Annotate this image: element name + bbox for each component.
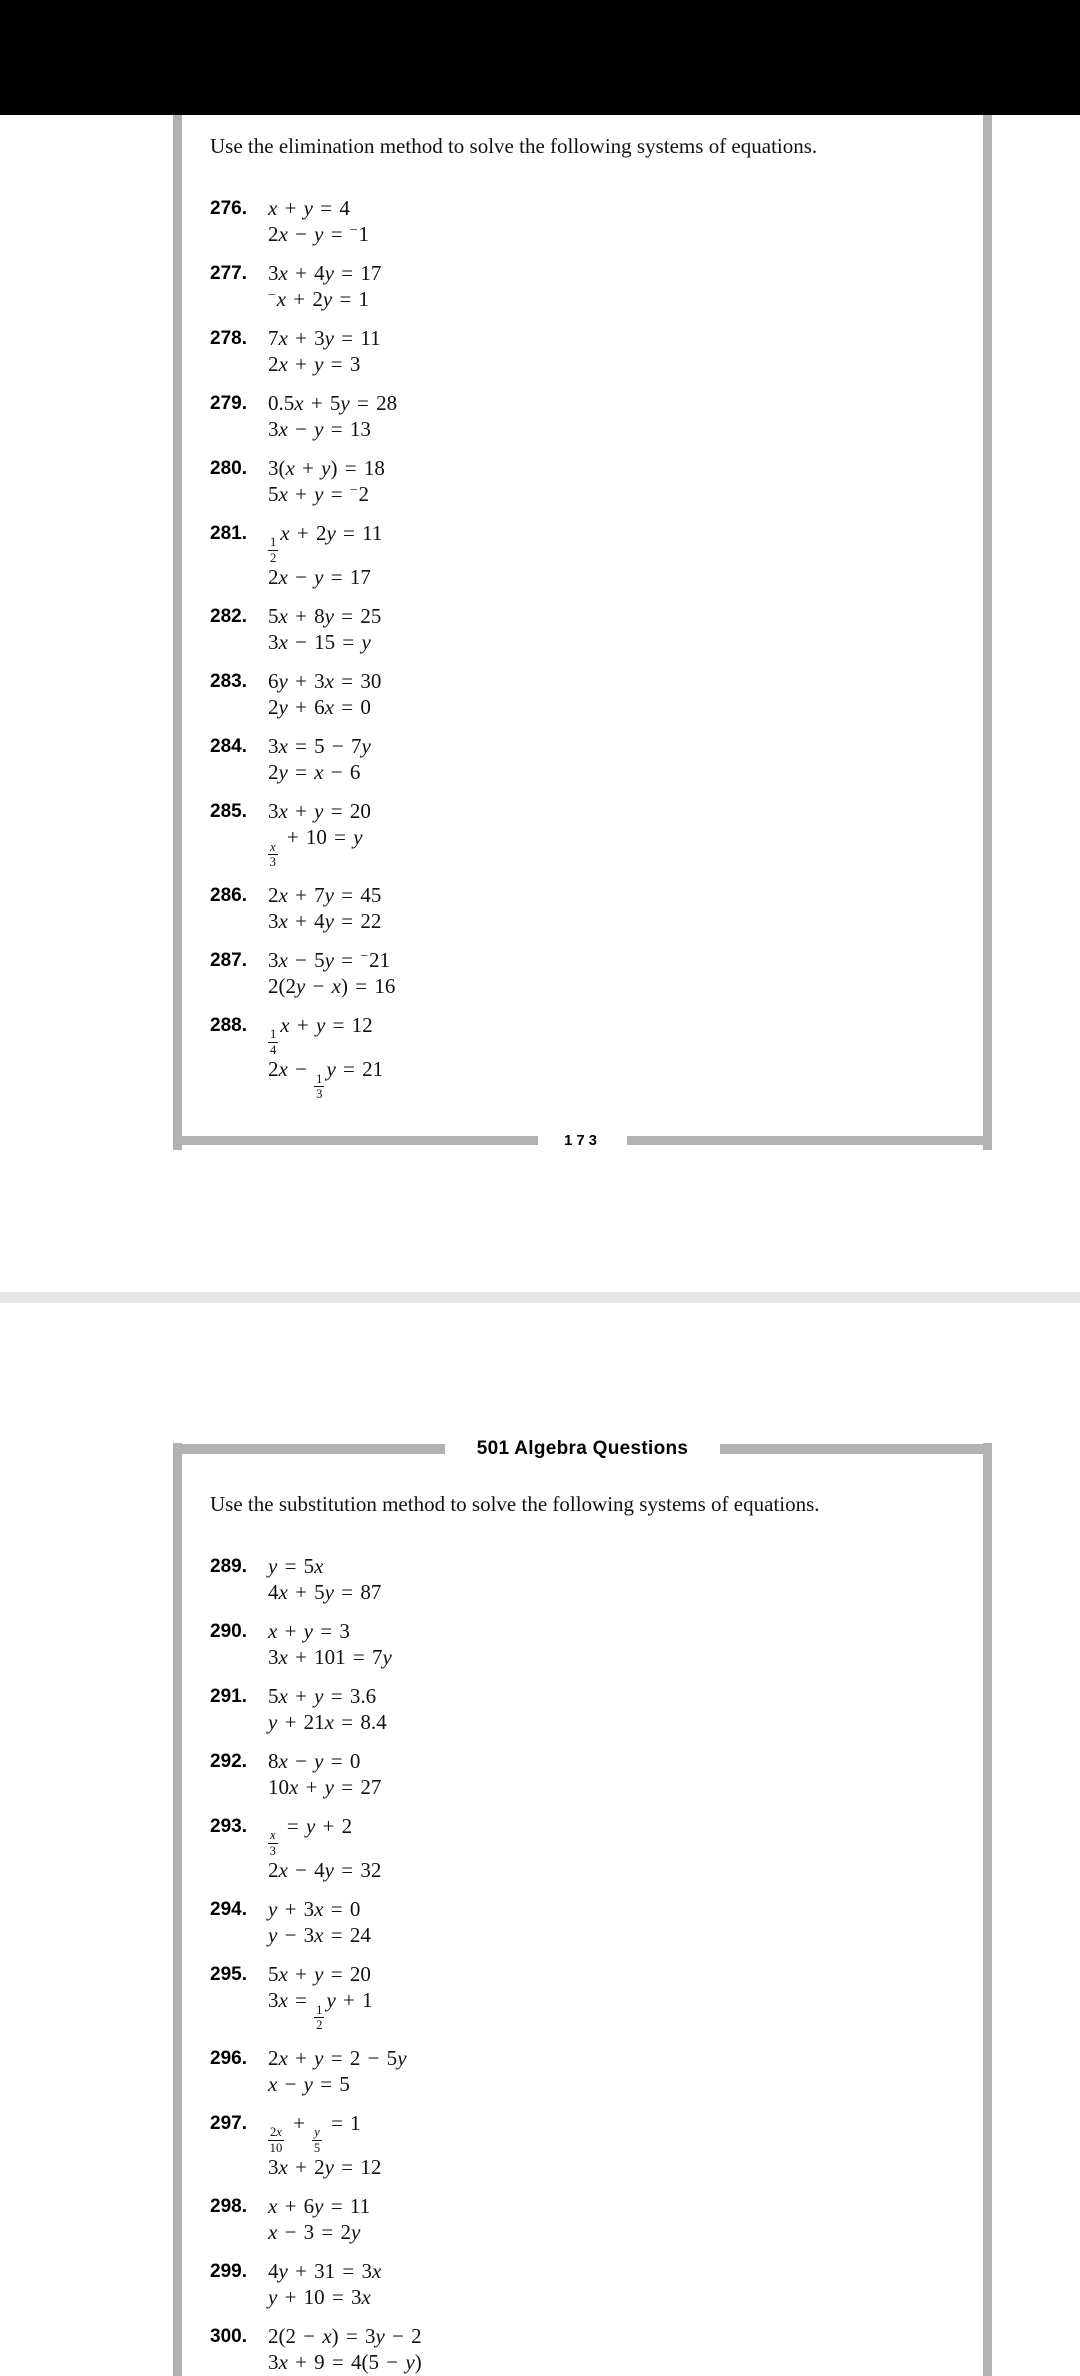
fraction: $\frac{x}{3}$	[269, 839, 276, 870]
problem-row	[210, 325, 957, 377]
equation-line: $\frac{x}{3}$ + 10 = y	[269, 825, 363, 870]
equation-line: 2x − y = −1	[268, 222, 370, 246]
equation-group	[268, 882, 381, 934]
equation-line: 3x + 4y = 17	[268, 261, 382, 285]
footer-bar-left	[173, 1136, 538, 1145]
problem-row	[210, 1618, 957, 1670]
equation-line: 3x = $\frac{1}{2}$ y + 1	[268, 1988, 373, 2033]
problem-row	[210, 390, 957, 442]
page-174-header	[173, 1438, 992, 1460]
equation-line: 7x + 3y = 11	[268, 326, 381, 350]
problem-number: 277.	[210, 263, 247, 284]
equation-group	[268, 1961, 373, 2031]
problem-row	[210, 2323, 957, 2375]
problem-number: 286.	[210, 884, 247, 906]
problem-number: 291.	[210, 1686, 247, 1707]
problem-number: 290.	[210, 1621, 247, 1642]
equation-line: 10x + y = 27	[268, 1775, 382, 1799]
problem-number: 276.	[210, 198, 247, 219]
equation-group	[268, 947, 395, 999]
equation-line: x + y = 4	[268, 196, 350, 220]
fraction: $\frac{1}{3}$	[316, 1071, 323, 1102]
problem-number: 298.	[210, 2196, 247, 2218]
book-title: 501 Algebra Questions	[476, 1438, 689, 1459]
equation-group	[268, 455, 385, 507]
problem-number: 283.	[210, 671, 247, 693]
equation-line: 4x + 5y = 87	[268, 1580, 382, 1604]
equation-line: 3x − y = 13	[268, 417, 371, 441]
equation-line: 2(2y − x) = 16	[268, 973, 396, 998]
problem-row	[210, 455, 957, 507]
problem-number: 289.	[210, 1556, 247, 1577]
equation-line: 2(2 − x) = 3y − 2	[268, 2324, 422, 2349]
equation-group	[268, 2258, 381, 2310]
problem-number: 297.	[210, 2112, 247, 2134]
equation-line: 3x − 5y = −21	[268, 947, 391, 972]
problem-row	[210, 1813, 957, 1883]
equation-line: 3x + y = 20	[268, 799, 371, 824]
equation-line: 2x − $\frac{1}{3}$ y = 21	[268, 1057, 384, 1102]
equation-line: $\frac{1}{2}$ x + 2y = 11	[270, 521, 383, 565]
problem-row	[210, 1748, 957, 1800]
problem-number: 281.	[210, 523, 247, 544]
problem-row	[210, 2258, 957, 2310]
equation-group	[268, 798, 371, 868]
problem-row	[210, 668, 957, 720]
problem-row	[210, 2110, 957, 2180]
page-173	[173, 115, 992, 1150]
equation-line: 5x + y = −2	[268, 482, 370, 506]
equation-line: 2x + y = 2 − 5y	[268, 2045, 407, 2070]
problem-row	[210, 947, 957, 999]
fraction: $\frac{2x}{10}$	[269, 2125, 283, 2155]
equation-group	[268, 2110, 381, 2180]
page-174-content	[182, 1443, 983, 2375]
problem-number: 293.	[210, 1816, 247, 1837]
equation-line: y − 3x = 24	[268, 1923, 371, 1948]
equation-group	[268, 668, 381, 720]
equation-line: 3x + 101 = 7y	[268, 1645, 392, 1669]
problem-row	[210, 1896, 957, 1948]
equation-group	[268, 1748, 381, 1800]
problem-row	[210, 1961, 957, 2031]
equation-group	[268, 2045, 407, 2097]
problem-number: 279.	[210, 393, 247, 414]
problem-row	[210, 603, 957, 655]
problem-number: 288.	[210, 1014, 247, 1036]
equation-line: −x + 2y = 1	[268, 287, 370, 311]
problem-row	[210, 2193, 957, 2245]
equation-line: y + 21x = 8.4	[268, 1710, 387, 1734]
header-bar-right	[720, 1444, 992, 1454]
header-bar-left	[173, 1444, 445, 1454]
equation-line: 6y + 3x = 30	[268, 669, 382, 694]
equation-line: y = 5x	[268, 1554, 324, 1578]
equation-group	[268, 520, 382, 590]
equation-line: 3x − 15 = y	[268, 630, 371, 655]
page-173-footer	[173, 1131, 992, 1150]
problem-row	[210, 520, 957, 590]
problem-number: 292.	[210, 1751, 247, 1772]
equation-group	[268, 603, 381, 655]
equation-line: 2y + 6x = 0	[268, 695, 371, 720]
equation-group	[268, 1012, 383, 1101]
elimination-intro-text: Use the elimination method to solve the following systems of equations.	[210, 134, 818, 158]
problem-row	[210, 1553, 957, 1605]
fraction: $\frac{1}{2}$	[270, 535, 277, 565]
page-number: 173	[563, 1132, 602, 1149]
equation-line: 2x + y = 3	[268, 352, 361, 376]
equation-line: 3(x + y) = 18	[268, 456, 385, 480]
page-174	[173, 1438, 992, 2376]
problem-number: 284.	[210, 736, 247, 758]
problem-number: 287.	[210, 949, 247, 971]
equation-line: $\frac{x}{3}$ = y + 2	[269, 1814, 353, 1858]
problems-page2	[210, 1553, 957, 2375]
equation-group	[268, 733, 371, 785]
fraction: $\frac{x}{3}$	[269, 1828, 276, 1858]
problem-row	[210, 195, 957, 247]
fraction: $\frac{1}{2}$	[316, 2002, 323, 2033]
equation-group	[268, 1618, 392, 1670]
equation-group	[268, 2323, 422, 2375]
equation-line: 5x + 8y = 25	[268, 604, 382, 629]
page-gap-strip	[0, 1292, 1080, 1303]
equation-group	[268, 195, 369, 247]
footer-bar-right	[627, 1136, 992, 1145]
equation-group	[268, 1896, 371, 1948]
problem-number: 278.	[210, 328, 247, 349]
page-173-content	[182, 115, 983, 1101]
substitution-intro-text: Use the substitution method to solve the following systems of equations.	[210, 1492, 820, 1516]
equation-group	[268, 1553, 381, 1605]
equation-group	[268, 2193, 370, 2245]
equation-line: 8x − y = 0	[268, 1749, 361, 1773]
equation-group	[268, 1813, 381, 1883]
problem-number: 300.	[210, 2326, 247, 2348]
problem-row	[210, 733, 957, 785]
equation-group	[268, 1683, 387, 1735]
equation-line: 5x + y = 20	[268, 1962, 371, 1987]
problems-page1	[210, 195, 957, 1101]
equation-line: $\frac{2x}{10}$ + $\frac{y}{5}$ = 1	[269, 2110, 361, 2155]
equation-line: y + 3x = 0	[268, 1897, 361, 1922]
scan-top-black-bar	[0, 0, 1080, 115]
equation-line: 3x = 5 − 7y	[268, 734, 371, 759]
equation-line: 2x − y = 17	[268, 565, 371, 590]
problem-row	[210, 882, 957, 934]
equation-line: 2x + 7y = 45	[268, 882, 382, 907]
problem-row	[210, 2045, 957, 2097]
problem-row	[210, 260, 957, 312]
equation-line: 4y + 31 = 3x	[268, 2259, 382, 2284]
problem-number: 282.	[210, 606, 247, 628]
equation-line: x − y = 5	[268, 2071, 350, 2096]
equation-line: 2y = x − 6	[268, 760, 361, 785]
problem-row	[210, 1683, 957, 1735]
fraction: $\frac{1}{4}$	[270, 1027, 277, 1057]
equation-line: 3x + 9 = 4(5 − y)	[268, 2350, 422, 2375]
equation-line: y + 10 = 3x	[268, 2285, 371, 2310]
equation-line: 2x − 4y = 32	[268, 1858, 382, 1883]
equation-line: 3x + 4y = 22	[268, 908, 382, 933]
equation-line: $\frac{1}{4}$ x + y = 12	[270, 1012, 373, 1057]
equation-group	[268, 390, 397, 442]
equation-line: 5x + y = 3.6	[268, 1684, 377, 1708]
equation-line: 3x + 2y = 12	[268, 2155, 382, 2180]
problem-row	[210, 798, 957, 868]
problem-row	[210, 1012, 957, 1101]
problem-number: 295.	[210, 1964, 247, 1986]
problem-number: 296.	[210, 2047, 247, 2069]
equation-line: x + 6y = 11	[268, 2194, 371, 2219]
equation-line: 0.5x + 5y = 28	[268, 391, 398, 415]
equation-line: x − 3 = 2y	[268, 2220, 361, 2245]
problem-number: 294.	[210, 1899, 247, 1921]
problem-number: 299.	[210, 2261, 247, 2283]
problem-number: 280.	[210, 458, 247, 479]
equation-group	[268, 325, 381, 377]
problem-number: 285.	[210, 801, 247, 823]
equation-line: x + y = 3	[268, 1619, 350, 1643]
fraction: $\frac{y}{5}$	[313, 2125, 321, 2155]
equation-group	[268, 260, 381, 312]
